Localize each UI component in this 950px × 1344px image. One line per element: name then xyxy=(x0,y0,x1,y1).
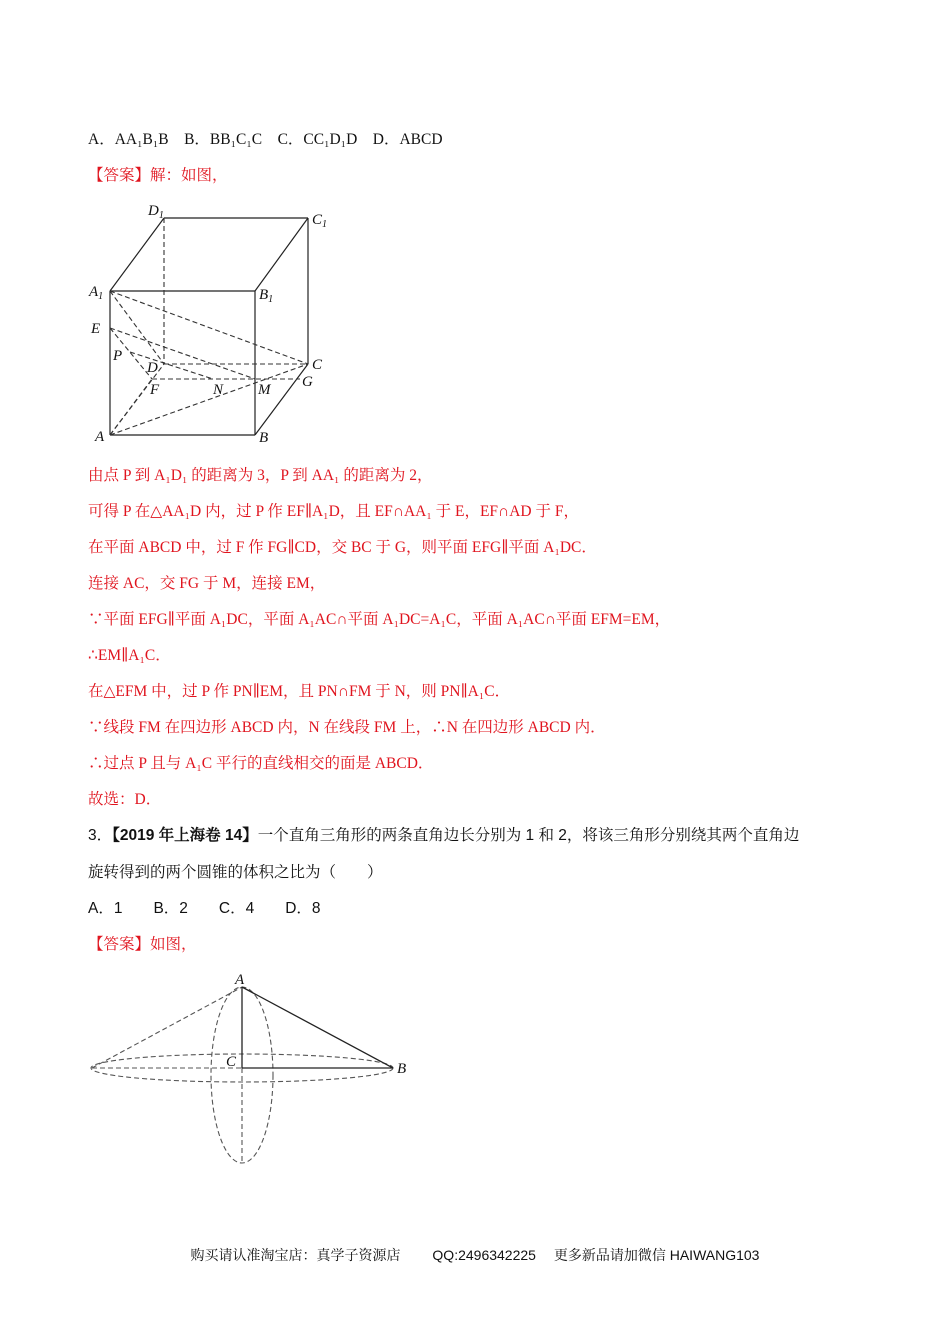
label-P: P xyxy=(113,348,123,364)
cone-label-A: A xyxy=(235,972,245,988)
footer-qq: QQ:2496342225 xyxy=(432,1247,536,1263)
answer-intro: 解：如图， xyxy=(150,167,228,184)
solution-line-4: 连接 AC，交 FG 于 M，连接 EM， xyxy=(88,575,326,592)
label-N: N xyxy=(213,382,224,398)
label-B1: $B_1$ xyxy=(259,287,274,305)
label-D1: $D_1$ xyxy=(148,203,164,221)
q3-answer-header xyxy=(88,935,197,955)
cone-figure xyxy=(0,960,950,1180)
solution-line-6: ∴EM∥A₁C． xyxy=(88,647,171,664)
q3-stem-line-1 xyxy=(88,826,799,846)
q3-stem-line-2: 旋转得到的两个圆锥的体积之比为（ ） xyxy=(88,864,383,881)
solution-line-9: ∴过点 P 且与 A₁C 平行的直线相交的面是 ABCD． xyxy=(88,755,434,772)
q3-source: 【2019 年上海卷 14】 xyxy=(112,827,258,844)
label-E: E xyxy=(91,321,101,337)
label-G: G xyxy=(302,374,313,390)
label-B: B xyxy=(259,430,269,446)
solution-line-1: 由点 P 到 A₁D₁ 的距离为 3，P 到 AA₁ 的距离为 2， xyxy=(88,467,433,484)
answer-intro: 如图， xyxy=(150,936,197,953)
page-footer xyxy=(0,1245,950,1265)
answer-tag: 【答案】 xyxy=(88,167,151,184)
q3-options: A．1 B．2 C．4 D．8 xyxy=(88,900,321,917)
label-C: C xyxy=(312,357,323,373)
q2-options: A．AA₁B₁B B．BB₁C₁C C．CC₁D₁D D．ABCD xyxy=(88,131,443,148)
q3-stem: 一个直角三角形的两条直角边长分别为 1 和 2，将该三角形分别绕其两个直角边 xyxy=(257,827,800,844)
cone-label-B: B xyxy=(397,1061,407,1077)
label-C1: $C_1$ xyxy=(312,212,328,230)
solution-line-7: 在△EFM 中，过 P 作 PN∥EM，且 PN∩FM 于 N，则 PN∥A₁C． xyxy=(88,683,511,700)
solution-line-10: 故选：D． xyxy=(88,791,162,808)
cone-label-C: C xyxy=(226,1054,237,1070)
label-A1: $A_1$ xyxy=(89,284,104,302)
footer-wechat: 更多新品请加微信 HAIWANG103 xyxy=(553,1247,760,1263)
label-D: D xyxy=(147,360,158,376)
footer-shop: 购买请认准淘宝店：真学子资源店 xyxy=(190,1247,401,1263)
label-A: A xyxy=(95,429,105,445)
answer-tag: 【答案】 xyxy=(88,936,151,953)
cube-figure xyxy=(0,0,950,460)
q3-number: 3． xyxy=(88,827,113,844)
label-M: M xyxy=(258,382,271,398)
solution-line-8: ∵线段 FM 在四边形 ABCD 内，N 在线段 FM 上，∴N 在四边形 ABCD 内． xyxy=(88,719,606,736)
label-F: F xyxy=(150,382,160,398)
solution-line-5: ∵平面 EFG∥平面 A₁DC，平面 A₁AC∩平面 A₁DC=A₁C，平面 A₁AC∩平面 EFM=EM， xyxy=(88,611,671,628)
solution-line-2: 可得 P 在△AA₁D 内，过 P 作 EF∥A₁D，且 EF∩AA₁ 于 E，EF∩AD 于 F， xyxy=(88,503,579,520)
solution-line-3: 在平面 ABCD 中，过 F 作 FG∥CD，交 BC 于 G，则平面 EFG∥平面 A₁DC． xyxy=(88,539,597,556)
